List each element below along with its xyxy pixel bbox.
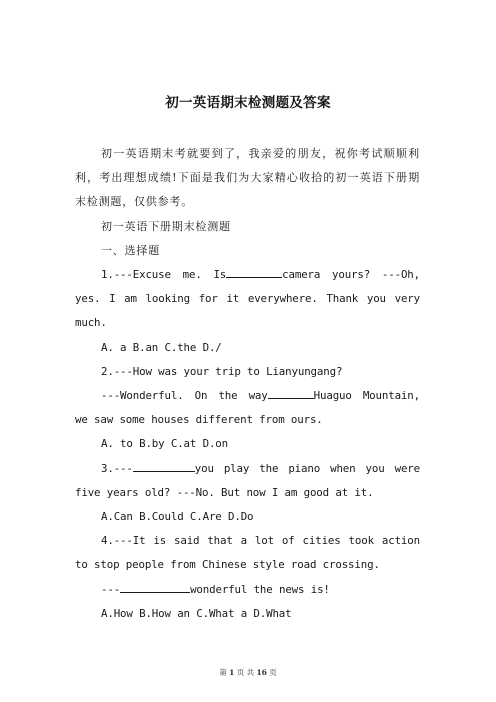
- question-1: [75, 263, 420, 336]
- question-3: [75, 457, 420, 505]
- question-2-pre: ---Wonderful. On the way: [101, 389, 268, 403]
- question-2: [75, 384, 420, 432]
- question-1-options: A. a B.an C.the D./: [101, 340, 222, 354]
- question-4-stem: 4.---It is said that a lot of cities took action to stop people from Chinese style road crossing.: [75, 534, 420, 572]
- question-3-post: you play the piano when you were five years old? ---No. But now I am good at it.: [75, 461, 420, 499]
- question-4-options: A.How B.How an C.What a D.What: [101, 606, 292, 620]
- section-heading: 一、选择题: [101, 243, 160, 257]
- footer-post: 页: [269, 668, 277, 677]
- footer-mid: 页 共: [236, 668, 255, 677]
- question-3-options: A.Can B.Could C.Are D.Do: [101, 510, 254, 524]
- question-3-pre: 3.---: [101, 461, 133, 475]
- section-subtitle: 初一英语下册期末检测题: [101, 219, 231, 233]
- intro-paragraph: 初一英语期末考就要到了，我亲爱的朋友，祝你考试顺顺利利，考出理想成绩!下面是我们为大家精心收拾的初一英语下册期末检测题，仅供参考。: [75, 147, 420, 209]
- document-body: [75, 142, 420, 626]
- page-footer: [0, 667, 496, 678]
- footer-pre: 第: [219, 668, 227, 677]
- answer-blank: [120, 582, 190, 593]
- question-2-options: A. to B.by C.at D.on: [101, 437, 229, 451]
- question-4: [75, 578, 420, 602]
- answer-blank: [133, 461, 195, 472]
- question-4-pre: ---: [101, 582, 121, 596]
- document-title: 初一英语期末检测题及答案: [165, 95, 331, 111]
- question-1-post: camera yours? ---Oh, yes. I am looking for it everywhere. Thank you very much.: [75, 268, 420, 330]
- answer-blank: [268, 388, 314, 399]
- footer-total-pages: 16: [256, 668, 267, 677]
- answer-blank: [226, 267, 282, 278]
- footer-page-number: 1: [229, 668, 235, 677]
- question-1-pre: 1.---Excuse me. Is: [101, 268, 227, 282]
- question-2-stem: 2.---How was your trip to Lianyungang?: [101, 364, 343, 378]
- question-2-post: Huaguo Mountain, we saw some houses different from ours.: [75, 389, 420, 427]
- question-4-post: wonderful the news is!: [190, 582, 330, 596]
